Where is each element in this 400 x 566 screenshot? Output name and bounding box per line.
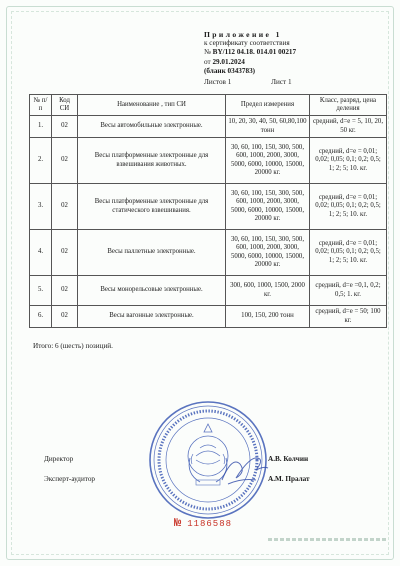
microprint-line [268, 538, 386, 541]
table-row [30, 116, 387, 138]
column-header-number: № п/п [30, 95, 52, 116]
row-name: Весы паллетные электронные. [78, 230, 226, 276]
table-header-row [30, 95, 387, 116]
serial-number: 1186588 [187, 519, 233, 529]
column-header-name: Наименование , тип СИ [78, 95, 226, 116]
director-name: А.В. Колчин [268, 455, 309, 463]
row-class: средний, d=e = 0,01; 0,02; 0,05; 0,1; 0,2; 0,5; 1; 2; 5; 10. кг. [310, 138, 387, 184]
row-number: 4. [30, 230, 52, 276]
blank-serial-number [174, 513, 232, 531]
certificate-reference: к сертификату соответствия [204, 39, 290, 48]
table-row [30, 306, 387, 328]
total-positions: Итого: 6 (шесть) позиций. [33, 342, 113, 350]
sheet-number: Лист 1 [271, 78, 292, 86]
row-class: средний, d=e = 0,01; 0,02; 0,05; 0,1; 0,2; 0,5; 1; 2; 5; 10. кг. [310, 184, 387, 230]
row-number: 1. [30, 116, 52, 138]
certificate-date: 29.01.2024 [212, 57, 245, 66]
row-code: 02 [52, 116, 78, 138]
row-code: 02 [52, 138, 78, 184]
row-range: 300, 600, 1000, 1500, 2000 кг. [226, 276, 310, 306]
row-range: 10, 20, 30, 40, 50, 60,80,100 тонн [226, 116, 310, 138]
row-class: средний, d=e =0,1, 0,2; 0,5; 1. кг. [310, 276, 387, 306]
row-class: средний, d=e = 50; 100 кг. [310, 306, 387, 328]
auditor-title: Эксперт-аудитор [44, 475, 96, 483]
blank-reference: (бланк 0343783) [204, 66, 256, 75]
row-class: средний, d=e = 0,01; 0,02; 0,05; 0,1; 0,2; 0,5; 1; 2; 5; 10. кг. [310, 230, 387, 276]
table-row [30, 138, 387, 184]
row-name: Весы автомобильные электронные. [78, 116, 226, 138]
column-header-class: Класс, разряд, цена деления [310, 95, 387, 116]
column-header-code: Код СИ [52, 95, 78, 116]
sheet-info [204, 78, 292, 86]
row-range: 30, 60, 100, 150, 300, 500, 600, 1000, 2000, 3000, 5000, 6000, 10000, 15000, 20000 кг. [226, 138, 310, 184]
column-header-range: Предел измерения [226, 95, 310, 116]
appendix-title: Приложение 1 [204, 30, 282, 39]
row-name: Весы платформенные электронные для статического взвешивания. [78, 184, 226, 230]
row-code: 02 [52, 230, 78, 276]
sheets-count: Листов 1 [204, 78, 232, 86]
handwritten-signature-icon [214, 440, 274, 500]
row-range: 100, 150, 200 тонн [226, 306, 310, 328]
row-code: 02 [52, 306, 78, 328]
row-name: Весы монорельсовые электронные. [78, 276, 226, 306]
row-class: средний, d=e = 5, 10, 20, 50 кг. [310, 116, 387, 138]
row-name: Весы вагонные электронные. [78, 306, 226, 328]
auditor-name: А.М. Пралат [268, 475, 310, 483]
row-number: 3. [30, 184, 52, 230]
row-range: 30, 60, 100, 150, 300, 500, 600, 1000, 2000, 3000, 5000, 6000, 10000, 15000, 20000 кг. [226, 184, 310, 230]
row-code: 02 [52, 276, 78, 306]
certificate-number-line: № BY/112 04.18. 014.01 00217 [204, 48, 297, 57]
row-number: 6. [30, 306, 52, 328]
row-range: 30, 60, 100, 150, 300, 500, 600, 1000, 2000, 3000, 5000, 6000, 10000, 15000, 20000 кг. [226, 230, 310, 276]
table-row [30, 230, 387, 276]
certificate-number: BY/112 04.18. 014.01 00217 [212, 48, 297, 57]
row-number: 2. [30, 138, 52, 184]
table-row [30, 184, 387, 230]
table-row [30, 276, 387, 306]
instruments-table [29, 94, 387, 328]
row-name: Весы платформенные электронные для взвешивания животных. [78, 138, 226, 184]
number-sign: № [174, 516, 182, 530]
row-number: 5. [30, 276, 52, 306]
document-header [204, 30, 384, 76]
certificate-date-line: от 29.01.2024 [204, 57, 245, 66]
director-title: Директор [44, 455, 74, 463]
row-code: 02 [52, 184, 78, 230]
